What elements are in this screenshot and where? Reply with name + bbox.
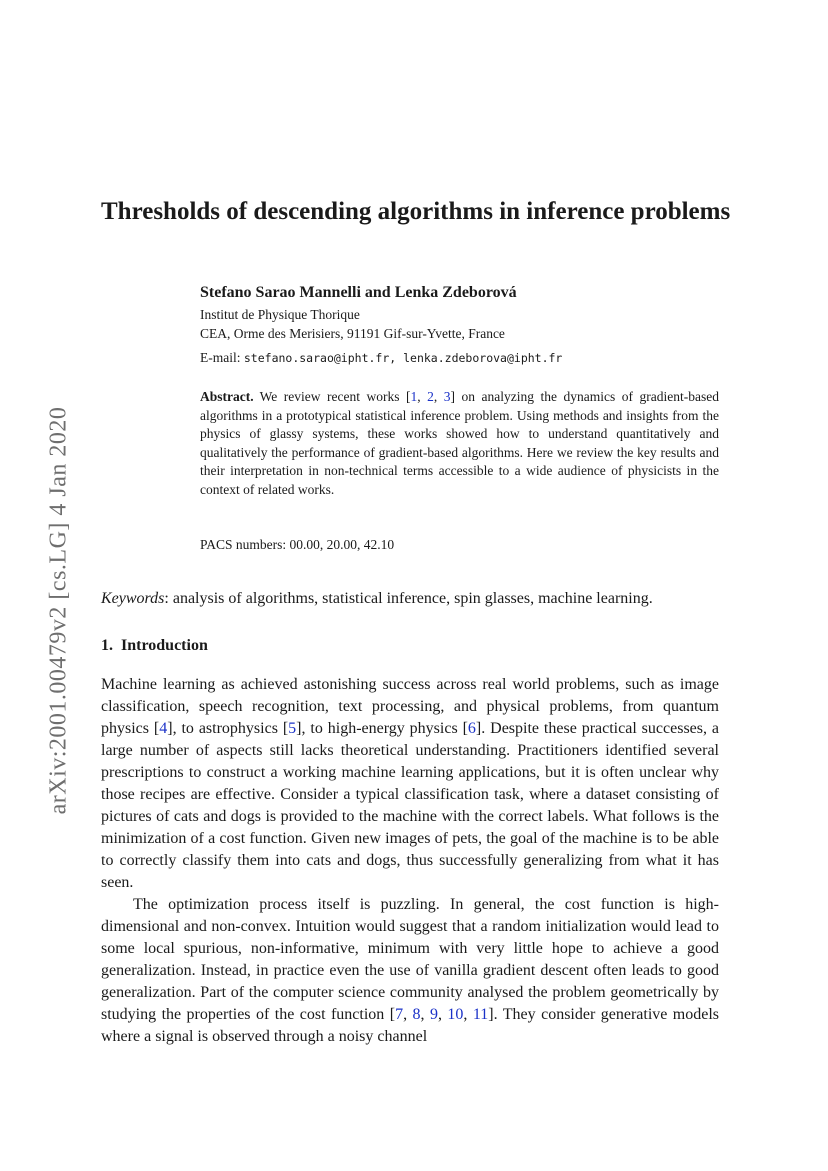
author-list: Stefano Sarao Mannelli and Lenka Zdeborová — [200, 284, 517, 301]
paragraph-text: ], to high-energy physics [ — [296, 720, 468, 737]
citation-link[interactable]: 9 — [429, 1006, 438, 1023]
body-text — [101, 674, 719, 1048]
arxiv-identifier — [44, 380, 74, 840]
abstract-text: We review recent works [ — [259, 389, 411, 404]
citation-link[interactable]: 6 — [467, 720, 476, 737]
abstract — [200, 388, 719, 499]
keywords — [101, 590, 721, 608]
citation-link[interactable]: 11 — [472, 1006, 489, 1023]
citation-link[interactable]: 5 — [288, 720, 297, 737]
keywords-label: Keywords — [101, 590, 165, 607]
email-line — [200, 350, 562, 366]
paragraph-text: ]. Despite these practical successes, a large number of aspects still lacks theoretical understanding. Practitioners identified several prescriptions to construct a working machine learning applications, but it is often unclear why those recipes are effective. Consider a typical classification task, where a dataset consisting of pictures of cats and dogs is provided to the machine with the correct labels. What follows is the minimization of a cost function. Given new images of pets, the goal of the machine is to be able to correctly classify them into cats and dogs, thus successfully generalizing from what it has seen. — [101, 720, 719, 891]
keywords-text: : analysis of algorithms, statistical inference, spin glasses, machine learning. — [164, 590, 653, 607]
paragraph — [101, 894, 719, 1048]
citation-link[interactable]: 3 — [443, 389, 451, 404]
citation-link[interactable]: 4 — [159, 720, 168, 737]
section-number: 1. — [101, 637, 113, 654]
paragraph-text: ]. They consider generative models where a signal is observed through a noisy channel — [101, 1006, 720, 1045]
affiliation-institute: Institut de Physique Thorique — [200, 307, 360, 322]
citation-separator: , — [417, 389, 428, 404]
paragraph-text: ], to astrophysics [ — [167, 720, 289, 737]
affiliation — [200, 305, 505, 343]
paragraph-text: The optimization process itself is puzzling. In general, the cost function is high-dimensional and non-convex. Intuition would suggest that a random initialization would lead to some local spurious, non-informative, minimum with very little hope to achieve a good generalization. Instead, in practice even the use of vanilla gradient descent often leads to good generalization. Part of the computer science community analysed the problem geometrically by studying the properties of the cost function [ — [101, 896, 719, 1023]
citation-separator: , — [463, 1006, 473, 1023]
citation-link[interactable]: 7 — [395, 1006, 404, 1023]
email-addresses[interactable]: stefano.sarao@ipht.fr, lenka.zdeborova@ipht.fr — [243, 351, 563, 365]
paragraph-text: Machine learning as achieved astonishing success across real world problems, such as image classification, speech recognition, text processing, and physical problems, from quantum physics [ — [101, 676, 719, 737]
pacs-numbers: PACS numbers: 00.00, 20.00, 42.10 — [200, 537, 395, 552]
citation-link[interactable]: 10 — [447, 1006, 464, 1023]
section-title: Introduction — [121, 637, 208, 654]
section-heading — [101, 637, 208, 655]
paragraph — [101, 674, 719, 894]
abstract-label: Abstract. — [200, 389, 254, 404]
abstract-text: ] on analyzing the dynamics of gradient-based algorithms in a prototypical statistical inference problem. Using methods and insights from the physics of glassy systems, these works showed how to understand quantitatively and qualitatively the performance of gradient-based algorithms. Here we review the key results and their interpretation in non-technical terms accessible to a wide audience of physicists in the context of related works. — [200, 389, 720, 497]
citation-separator: , — [403, 1006, 413, 1023]
citation-separator: , — [433, 389, 444, 404]
citation-link[interactable]: 1 — [410, 389, 418, 404]
arxiv-identifier-text: arXiv:2001.00479v2 [cs.LG] 4 Jan 2020 — [45, 406, 72, 814]
paper-title: Thresholds of descending algorithms in inference problems — [101, 198, 731, 225]
citation-link[interactable]: 2 — [427, 389, 434, 404]
affiliation-address: CEA, Orme des Merisiers, 91191 Gif-sur-Yvette, France — [200, 326, 505, 341]
citation-separator: , — [420, 1006, 430, 1023]
email-label: E-mail: — [200, 350, 241, 365]
citation-link[interactable]: 8 — [412, 1006, 421, 1023]
citation-separator: , — [437, 1006, 448, 1023]
